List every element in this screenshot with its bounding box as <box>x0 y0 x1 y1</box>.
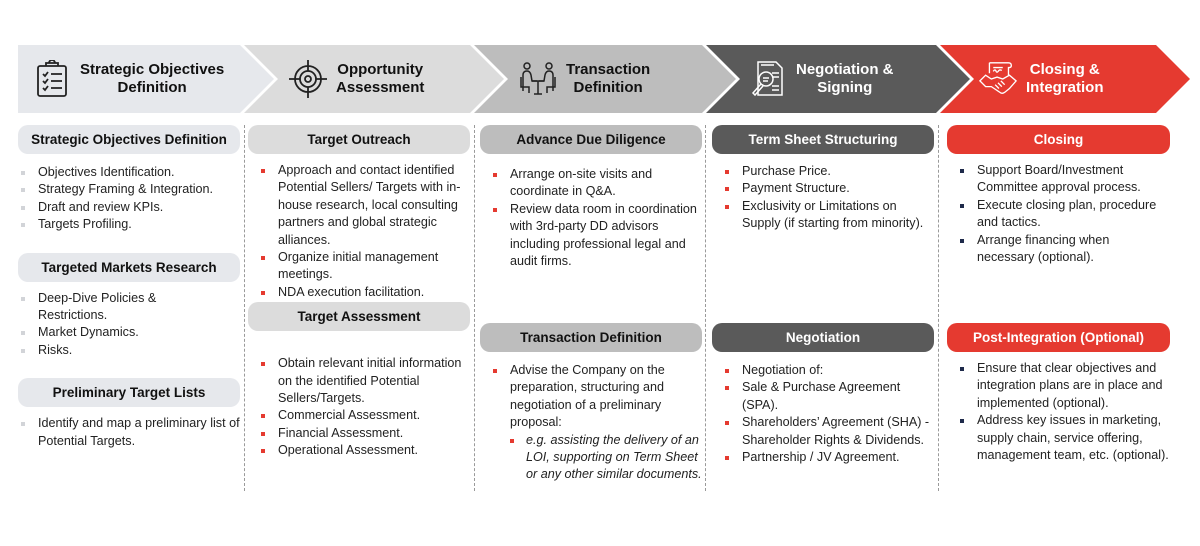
list-item: Purchase Price. <box>722 163 934 180</box>
column-negotiation-signing <box>712 125 934 466</box>
sub-list-item: e.g. assisting the delivery of an LOI, supporting on Term Sheet or any other similar documents. <box>490 432 702 484</box>
list-item: Negotiation of: <box>722 362 934 379</box>
stage-title: Transaction Definition <box>566 61 651 96</box>
list-item: Payment Structure. <box>722 180 934 197</box>
stage-title: Strategic Objectives Definition <box>80 61 225 96</box>
stage-title: Negotiation & Signing <box>796 61 894 96</box>
list-item: Approach and contact identified Potential Sellers/ Targets with in-house research, local consulting partners and global strategic alliances. <box>258 162 470 249</box>
stage-strategic-objectives <box>18 45 276 113</box>
list-item: Advise the Company on the preparation, structuring and negotiation of a preliminary proposal: <box>490 362 702 432</box>
section-heading: Term Sheet Structuring <box>712 125 934 154</box>
list-item: NDA execution facilitation. <box>258 284 470 301</box>
bullet-list <box>712 163 934 322</box>
column-divider <box>244 125 245 491</box>
list-item: Strategy Framing & Integration. <box>18 181 240 198</box>
list-item: Draft and review KPIs. <box>18 199 240 216</box>
list-item: Exclusivity or Limitations on Supply (if starting from minority). <box>722 198 934 233</box>
bullet-list <box>18 415 240 450</box>
document-magnifier-icon <box>748 59 788 99</box>
bullet-list <box>18 290 208 360</box>
column-transaction-definition <box>480 125 702 484</box>
list-item: Ensure that clear objectives and integration plans are in place and implemented (optional). <box>957 360 1170 412</box>
bullet-list <box>248 162 470 301</box>
list-item: Market Dynamics. <box>18 324 208 341</box>
column-opportunity-assessment <box>248 125 470 460</box>
list-item: Review data room in coordination with 3rd-party DD advisors including professional legal and audit firms. <box>490 201 702 271</box>
contract-handshake-icon <box>978 59 1018 99</box>
list-item: Organize initial management meetings. <box>258 249 470 284</box>
section-heading: Strategic Objectives Definition <box>18 125 240 154</box>
bullet-list <box>18 164 240 234</box>
bullet-list <box>480 362 702 484</box>
list-item: Arrange financing when necessary (optional). <box>957 232 1170 267</box>
section-heading: Target Assessment <box>248 302 470 331</box>
list-item: Operational Assessment. <box>258 442 470 459</box>
list-item: Partnership / JV Agreement. <box>722 449 934 466</box>
bullet-list <box>947 360 1170 464</box>
list-item: Support Board/Investment Committee approval process. <box>957 162 1170 197</box>
list-item: Objectives Identification. <box>18 164 240 181</box>
list-item: Sale & Purchase Agreement (SPA). <box>722 379 934 414</box>
list-item: Financial Assessment. <box>258 425 470 442</box>
column-closing-integration <box>947 125 1170 464</box>
stage-transaction-definition <box>474 45 736 113</box>
section-heading: Negotiation <box>712 323 934 352</box>
stage-title: Closing & Integration <box>1026 61 1104 96</box>
section-heading: Advance Due Diligence <box>480 125 702 154</box>
process-chevron-bar <box>18 45 1190 113</box>
section-heading: Closing <box>947 125 1170 154</box>
meeting-table-icon <box>518 59 558 99</box>
section-heading: Post-Integration (Optional) <box>947 323 1170 352</box>
list-item: Identify and map a preliminary list of Potential Targets. <box>18 415 240 450</box>
section-heading: Targeted Markets Research <box>18 253 240 282</box>
column-divider <box>938 125 939 491</box>
section-heading: Target Outreach <box>248 125 470 154</box>
column-strategic-objectives <box>18 125 240 450</box>
list-item: Targets Profiling. <box>18 216 240 233</box>
bullet-list <box>947 162 1170 322</box>
bullet-list <box>248 355 470 459</box>
clipboard-checklist-icon <box>32 59 72 99</box>
list-item: Arrange on-site visits and coordinate in Q&A. <box>490 166 702 201</box>
stage-negotiation-signing <box>706 45 970 113</box>
list-item: Commercial Assessment. <box>258 407 470 424</box>
bullet-list <box>480 166 702 322</box>
target-crosshair-icon <box>288 59 328 99</box>
list-item: Execute closing plan, procedure and tactics. <box>957 197 1170 232</box>
section-heading: Preliminary Target Lists <box>18 378 240 407</box>
column-divider <box>474 125 475 491</box>
list-item: Address key issues in marketing, supply chain, service offering, management team, etc. (optional). <box>957 412 1170 464</box>
section-heading: Transaction Definition <box>480 323 702 352</box>
column-divider <box>705 125 706 491</box>
list-item: Deep-Dive Policies & Restrictions. <box>18 290 208 325</box>
bullet-list <box>712 362 934 466</box>
list-item: Shareholders’ Agreement (SHA) - Shareholder Rights & Dividends. <box>722 414 934 449</box>
stage-opportunity-assessment <box>244 45 504 113</box>
list-item: Obtain relevant initial information on the identified Potential Sellers/Targets. <box>258 355 470 407</box>
stage-title: Opportunity Assessment <box>336 61 425 96</box>
list-item: Risks. <box>18 342 208 359</box>
stage-closing-integration <box>940 45 1190 113</box>
